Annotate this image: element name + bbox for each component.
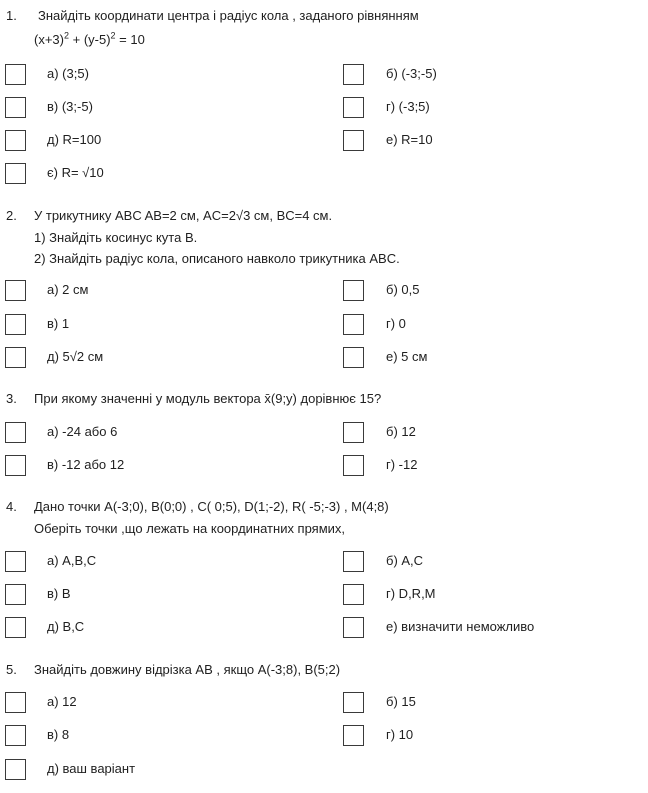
q5-option-a-checkbox[interactable]: [5, 692, 26, 713]
q1-option-b-label: б) (-3;-5): [386, 66, 437, 81]
q5-option-v-checkbox[interactable]: [5, 725, 26, 746]
q4-option-g-label: г) D,R,M: [386, 586, 436, 601]
q2-option-e-label: е) 5 см: [386, 349, 428, 364]
q3-option-a-label: а) -24 або 6: [47, 424, 118, 439]
question-3-text: При якому значенні у модуль вектора x̄(9;y) дорівнює 15?: [34, 391, 382, 406]
q5-option-d-label: д) ваш варіант: [47, 761, 136, 776]
q1-option-d-checkbox[interactable]: [5, 130, 26, 151]
question-1-number: 1.: [6, 8, 17, 23]
q1-option-e-label: е) R=10: [386, 132, 433, 147]
q1-option-d-label: д) R=100: [47, 132, 102, 147]
question-4-text: Дано точки A(-3;0), B(0;0) , C( 0;5), D(1;-2), R( -5;-3) , M(4;8): [34, 499, 389, 514]
q4-option-d-label: д) B,C: [47, 619, 85, 634]
q1-option-b-checkbox[interactable]: [343, 64, 364, 85]
q2-option-v-checkbox[interactable]: [5, 314, 26, 335]
q5-option-v-label: в) 8: [47, 727, 70, 742]
q1-option-ye-checkbox[interactable]: [5, 163, 26, 184]
q2-option-e-checkbox[interactable]: [343, 347, 364, 368]
q1-option-ye-label: є) R= √10: [47, 165, 104, 180]
q3-option-b-checkbox[interactable]: [343, 422, 364, 443]
q4-option-g-checkbox[interactable]: [343, 584, 364, 605]
q1-option-g-checkbox[interactable]: [343, 97, 364, 118]
q2-option-v-label: в) 1: [47, 316, 70, 331]
q1-option-v-label: в) (3;-5): [47, 99, 93, 114]
question-4-instruction: Оберіть точки ,що лежать на координатних прямих,: [34, 521, 346, 536]
question-1-equation: $(x+3)^2 + (y-5)^2 = 10$: [34, 30, 145, 47]
q4-option-v-checkbox[interactable]: [5, 584, 26, 605]
q5-option-b-label: б) 15: [386, 694, 416, 709]
q2-option-d-checkbox[interactable]: [5, 347, 26, 368]
question-2-subtask-2: 2) Знайдіть радіус кола, описаного навколо трикутника ABC.: [34, 251, 400, 266]
q4-option-a-label: а) A,B,C: [47, 553, 97, 568]
q5-option-d-checkbox[interactable]: [5, 759, 26, 780]
q1-option-v-checkbox[interactable]: [5, 97, 26, 118]
q2-option-a-checkbox[interactable]: [5, 280, 26, 301]
q1-option-a-label: а) (3;5): [47, 66, 89, 81]
q5-option-b-checkbox[interactable]: [343, 692, 364, 713]
q2-option-g-checkbox[interactable]: [343, 314, 364, 335]
q5-option-g-checkbox[interactable]: [343, 725, 364, 746]
q1-option-e-checkbox[interactable]: [343, 130, 364, 151]
q3-option-v-checkbox[interactable]: [5, 455, 26, 476]
q4-option-e-checkbox[interactable]: [343, 617, 364, 638]
question-5-text: Знайдіть довжину відрізка AB , якщо A(-3;8), B(5;2): [34, 662, 341, 677]
q3-option-g-label: г) -12: [386, 457, 418, 472]
question-2-text: У трикутнику ABC AB=2 см, AC=2√3 см, BC=4 см.: [34, 208, 333, 223]
q3-option-g-checkbox[interactable]: [343, 455, 364, 476]
q4-option-b-label: б) A,C: [386, 553, 424, 568]
q4-option-v-label: в) B: [47, 586, 71, 601]
question-2-number: 2.: [6, 208, 17, 223]
q5-option-a-label: а) 12: [47, 694, 77, 709]
q3-option-b-label: б) 12: [386, 424, 416, 439]
q4-option-a-checkbox[interactable]: [5, 551, 26, 572]
question-5-number: 5.: [6, 662, 17, 677]
q2-option-a-label: а) 2 см: [47, 282, 89, 297]
q4-option-d-checkbox[interactable]: [5, 617, 26, 638]
q5-option-g-label: г) 10: [386, 727, 414, 742]
q3-option-a-checkbox[interactable]: [5, 422, 26, 443]
q4-option-e-label: е) визначити неможливо: [386, 619, 535, 634]
q2-option-g-label: г) 0: [386, 316, 406, 331]
q4-option-b-checkbox[interactable]: [343, 551, 364, 572]
question-4-number: 4.: [6, 499, 17, 514]
question-2-subtask-1: 1) Знайдіть косинус кута В.: [34, 230, 198, 245]
question-1-text: Знайдіть координати центра і радіус кола , заданого рівнянням: [38, 8, 419, 23]
q2-option-b-label: б) 0,5: [386, 282, 420, 297]
q3-option-v-label: в) -12 або 12: [47, 457, 125, 472]
q1-option-g-label: г) (-3;5): [386, 99, 430, 114]
q1-option-a-checkbox[interactable]: [5, 64, 26, 85]
q2-option-b-checkbox[interactable]: [343, 280, 364, 301]
q2-option-d-label: д) 5√2 см: [47, 349, 104, 364]
question-3-number: 3.: [6, 391, 17, 406]
